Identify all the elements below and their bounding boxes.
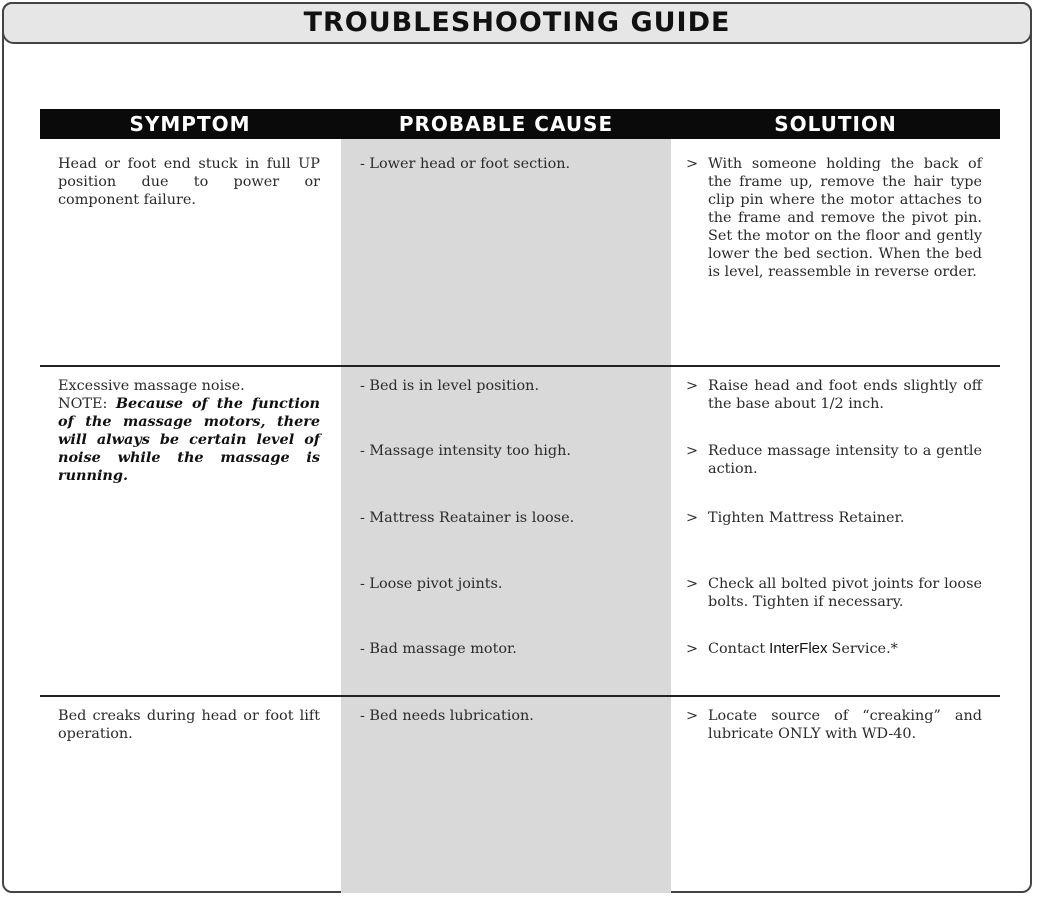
header-symptom: SYMPTOM [129, 112, 251, 136]
row2-solution-2-text: Reduce massage intensity to a gentle action. [708, 443, 982, 477]
row3-solution-text: Locate source of “creaking” and lubricate ONLY with WD-40. [708, 708, 982, 742]
title-banner [2, 2, 1032, 44]
row-divider-2 [40, 695, 1000, 697]
row1-symptom: Head or foot end stuck in full UP position due to power or component failure. [58, 156, 320, 208]
header-solution: SOLUTION [774, 112, 897, 136]
bullet-marker: > [686, 443, 699, 459]
bullet-marker: > [686, 510, 699, 526]
brand-name: InterFlex [769, 640, 828, 657]
row2-cause-5: - Bad massage motor. [360, 641, 517, 657]
row2-solution-3-text: Tighten Mattress Retainer. [708, 510, 905, 526]
row3-solution [686, 707, 982, 743]
row1-solution-text: With someone holding the back of the frame up, remove the hair type clip pin where the motor attaches to the frame and remove the pivot pin. Set the motor on the floor and gently lower the bed section. When the bed is level, reassemble in reverse order. [708, 156, 982, 280]
row2-solution-5-text [708, 640, 982, 658]
row2-solution-1-text: Raise head and foot ends slightly off the base about 1/2 inch. [708, 378, 982, 412]
bullet-marker: > [686, 156, 699, 172]
row1-solution [686, 155, 982, 281]
row2-solution-4-text: Check all bolted pivot joints for loose bolts. Tighten if necessary. [708, 576, 982, 610]
row2-cause-2: - Massage intensity too high. [360, 443, 571, 459]
row2-cause-4: - Loose pivot joints. [360, 576, 503, 592]
row2-solution-2 [686, 442, 982, 478]
contact-suffix: Service.* [831, 641, 898, 657]
row1-cause: - Lower head or foot section. [360, 156, 571, 172]
bullet-marker: > [686, 641, 699, 657]
page-title: TROUBLESHOOTING GUIDE [303, 7, 731, 38]
bullet-marker: > [686, 378, 699, 394]
row3-symptom: Bed creaks during head or foot lift operation. [58, 708, 320, 742]
row2-solution-3 [686, 509, 982, 527]
row2-symptom-text: Excessive massage noise. [58, 378, 245, 394]
row2-solution-5 [686, 640, 982, 658]
row2-solution-1 [686, 377, 982, 413]
row2-solution-4 [686, 575, 982, 611]
contact-prefix: Contact [708, 641, 766, 657]
table-header [40, 109, 1000, 139]
row-divider-1 [40, 365, 1000, 367]
row3-cause: - Bed needs lubrication. [360, 708, 534, 724]
row2-cause-1: - Bed is in level position. [360, 378, 540, 394]
row2-cause-3: - Mattress Reatainer is loose. [360, 510, 575, 526]
bullet-marker: > [686, 576, 699, 592]
row2-symptom [58, 377, 320, 485]
header-probable-cause: PROBABLE CAUSE [398, 112, 614, 136]
bullet-marker: > [686, 708, 699, 724]
row2-note-label: NOTE: [58, 396, 108, 412]
row2-note-text: Because of the function of the massage motors, there will always be certain level of noise while the massage is running. [58, 395, 320, 484]
